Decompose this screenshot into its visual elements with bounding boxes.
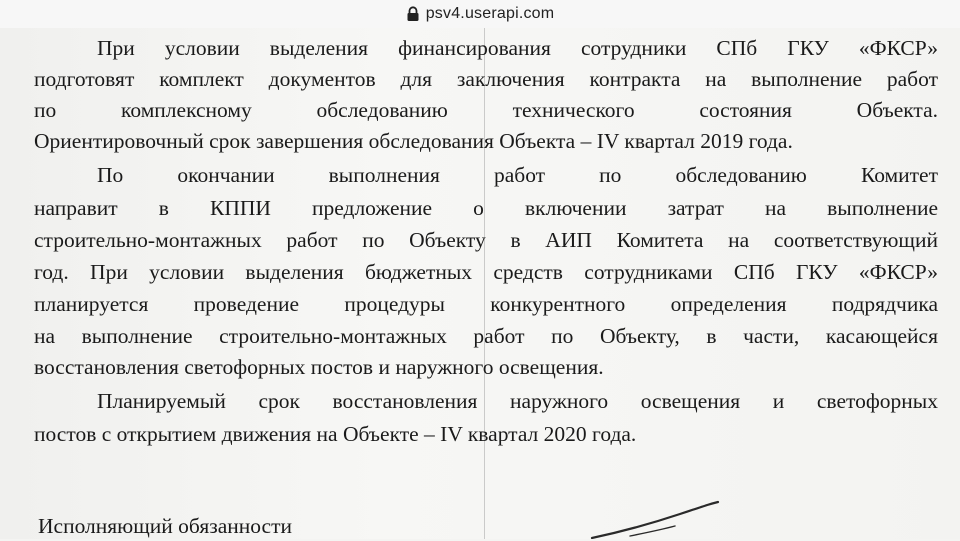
signature-stroke	[590, 500, 720, 539]
paragraph-line: При условии выделения финансирования сотрудники СПб ГКУ «ФКСР»	[97, 36, 938, 60]
paragraph-line: По окончании выполнения работ по обследованию Комитет	[97, 163, 938, 187]
lock-icon	[406, 6, 420, 22]
paragraph-line: направит в КППИ предложение о включении затрат на выполнение	[34, 196, 938, 220]
paragraph-line: постов с открытием движения на Объекте – IV квартал 2020 года.	[34, 422, 637, 446]
paragraph-line: год. При условии выделения бюджетных средств сотрудниками СПб ГКУ «ФКСР»	[34, 260, 938, 284]
paragraph-line: Планируемый срок восстановления наружного освещения и светофорных	[97, 389, 938, 413]
paragraph-line: на выполнение строительно-монтажных работ по Объекту, в части, касающейся	[34, 324, 938, 348]
address-bar[interactable]	[0, 0, 960, 28]
paragraph-line: Ориентировочный срок завершения обследования Объекта – IV квартал 2019 года.	[34, 129, 793, 153]
url-text: psv4.userapi.com	[425, 5, 555, 22]
paragraph-line: подготовят комплект документов для заключения контракта на выполнение работ	[34, 67, 938, 91]
paragraph-line: восстановления светофорных постов и наружного освещения.	[34, 355, 604, 379]
paragraph-line: строительно-монтажных работ по Объекту в АИП Комитета на соответствующий	[34, 228, 938, 252]
paragraph-line: по комплексному обследованию технического состояния Объекта.	[34, 98, 938, 122]
paragraph-line: планируется проведение процедуры конкурентного определения подрядчика	[34, 292, 938, 316]
signatory-title: Исполняющий обязанности	[38, 514, 292, 538]
